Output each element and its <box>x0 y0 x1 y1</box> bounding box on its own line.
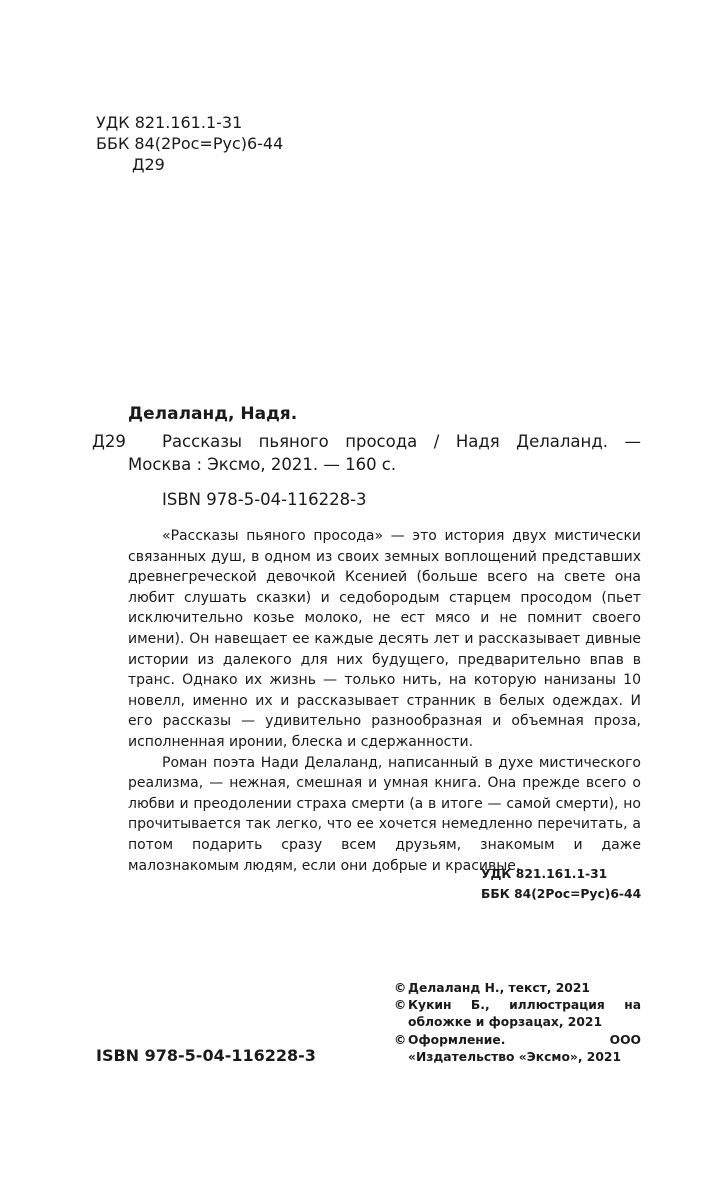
annotation <box>128 526 641 876</box>
copyright-block <box>394 980 641 1066</box>
copyright-sign: © <box>394 998 407 1013</box>
record-author-code: Д29 <box>92 432 126 451</box>
copyright-illustration: Кукин Б., иллюстрация на обложке и форзацах, 2021 <box>408 998 641 1030</box>
record-description <box>128 430 641 476</box>
top-classification-block <box>96 112 283 175</box>
bottom-isbn: ISBN 978-5-04-116228-3 <box>96 1046 316 1065</box>
record-title-line-1: Рассказы пьяного просода / Надя Делаланд. — <box>162 432 641 451</box>
copyright-entry-text <box>394 980 641 997</box>
annotation-paragraph-1: «Рассказы пьяного просода» — это история двух мистически связанных душ, в одном из своих земных воплощений представших древнегреческой девочкой Ксенией (больше всего на свете она любит слушать сказки) и седобородым старцем просодом (пьет исключительно козье молоко, не ест мясо и не помнит своего имени). Он навещает ее каждые десять лет и рассказывает дивные истории из далекого для них будущего, предварительно впав в транс. Однако их жизнь — только нить, на которую нанизаны 10 новелл, именно их и рассказывает странник в белых одеждах. И его рассказы — удивительно разнообразная и объемная проза, исполненная иронии, блеска и сдержанности. <box>128 528 641 750</box>
copyright-text: Делаланд Н., текст, 2021 <box>408 981 590 995</box>
copyright-entry-design <box>394 1032 641 1066</box>
classification-udk: УДК 821.161.1-31 <box>481 867 608 881</box>
copyright-design: Оформление. ООО «Издательство «Эксмо», 2021 <box>408 1032 641 1064</box>
classification-block <box>481 864 641 904</box>
record-title-line-2: Москва : Эксмо, 2021. — 160 с. <box>128 455 397 474</box>
copyright-entry-illustration <box>394 997 641 1031</box>
classification-bbk: ББК 84(2Рос=Рус)6-44 <box>481 887 642 901</box>
annotation-paragraph-2: Роман поэта Нади Делаланд, написанный в духе мистического реализма, — нежная, смешная и умная книга. Она прежде всего о любви и преодолении страха смерти (а в итоге — самой смерти), но прочитывается так легко, что ее хочется немедленно перечитать, а потом подарить сразу всем друзьям, знакомым и даже малознакомым людям, если они добрые и красивые. <box>128 754 641 874</box>
copyright-sign: © <box>394 1032 407 1047</box>
record-isbn: ISBN 978-5-04-116228-3 <box>162 490 367 509</box>
record-author: Делаланд, Надя. <box>128 404 298 424</box>
top-author-code: Д29 <box>132 155 165 174</box>
top-udk-code: УДК 821.161.1-31 <box>96 113 243 132</box>
copyright-sign: © <box>394 981 407 995</box>
top-bbk-code: ББК 84(2Рос=Рус)6-44 <box>96 134 284 153</box>
